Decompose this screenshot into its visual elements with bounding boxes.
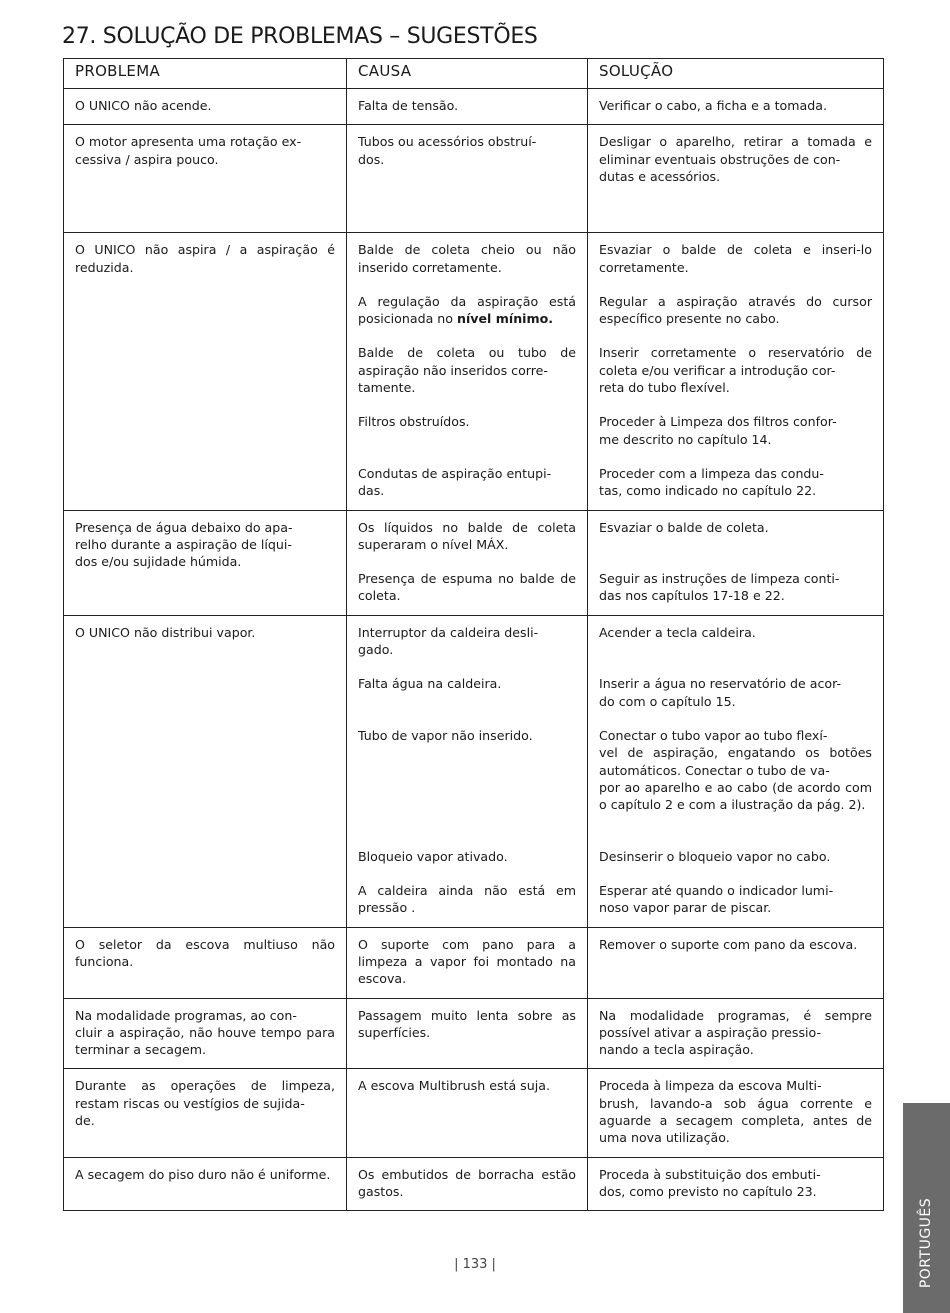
- problem-cell: [64, 125, 347, 233]
- problem-cell: [64, 233, 347, 510]
- solution-cell: [588, 125, 884, 233]
- page-number: | 133 |: [454, 1257, 496, 1272]
- cause-highlight: nível mínimo.: [457, 311, 554, 327]
- cause-cell: [347, 1069, 588, 1157]
- cause-text: Filtros obstruídos.: [358, 414, 470, 430]
- solution-text: Proceder com a limpeza das condu- tas, como indicado no capítulo 22.: [599, 465, 824, 499]
- solution-text: Esperar até quando o indicador lumi- noso vapor parar de piscar.: [599, 883, 834, 916]
- cause-text: Tubos ou acessórios obstruí- dos.: [358, 134, 537, 167]
- table-header-row: [64, 59, 884, 89]
- table-row: [64, 927, 884, 998]
- problem-text: O seletor da escova multiuso não funciona.: [75, 936, 335, 969]
- cause-text: A caldeira ainda não está em pressão .: [358, 883, 576, 916]
- table-row: [64, 1069, 884, 1157]
- solution-text: Desligar o aparelho, retirar a tomada e eliminar eventuais obstruções de con- dutas e acessórios.: [599, 134, 872, 184]
- solution-cell: [588, 615, 884, 927]
- problem-text: O motor apresenta uma rotação ex- cessiva / aspira pouco.: [75, 134, 302, 167]
- cause-text: Interruptor da caldeira desli- gado.: [358, 624, 539, 658]
- cause-text: Passagem muito lenta sobre as superfícies.: [358, 1007, 576, 1040]
- header-causa: CAUSA: [347, 59, 588, 89]
- problem-cell: [64, 615, 347, 927]
- problem-text: Durante as operações de limpeza, restam riscas ou vestígios de sujida- de.: [75, 1078, 335, 1128]
- cause-text: Balde de coleta cheio ou não inserido corretamente.: [358, 242, 576, 275]
- cause-text: Tubo de vapor não inserido.: [358, 727, 533, 743]
- troubleshooting-table: [63, 58, 884, 1211]
- solution-text: Proceda à limpeza da escova Multi- brush, lavando-a sob água corrente e aguarde a secagem completa, antes de uma nova utilização.: [599, 1078, 872, 1146]
- cause-cell: [347, 510, 588, 615]
- problem-text: Presença de água debaixo do apa- relho durante a aspiração de líqui- dos e/ou sujidade húmida.: [75, 519, 293, 570]
- language-tab-label: PORTUGUÊS: [918, 1197, 935, 1289]
- table-row: [64, 998, 884, 1069]
- solution-text: Conectar o tubo vapor ao tubo flexí- vel de aspiração, engatando os botões automáticos. Conectar o tubo de va- por ao aparelho e ao cabo (de acordo com o capítulo 2 e com a ilustração da pág. 2).: [599, 727, 872, 813]
- problem-text: A secagem do piso duro não é uniforme.: [75, 1166, 331, 1182]
- problem-cell: [64, 89, 347, 125]
- cause-text: Os embutidos de borracha estão gastos.: [358, 1166, 576, 1199]
- cause-cell: [347, 89, 588, 125]
- problem-text: O UNICO não acende.: [75, 98, 212, 113]
- problem-cell: [64, 510, 347, 615]
- solution-cell: [588, 510, 884, 615]
- problem-cell: [64, 1157, 347, 1211]
- table-row: [64, 510, 884, 615]
- solution-cell: [588, 89, 884, 125]
- cause-text: Falta água na caldeira.: [358, 676, 502, 692]
- solution-cell: [588, 927, 884, 998]
- header-problema: PROBLEMA: [64, 59, 347, 89]
- problem-cell: [64, 998, 347, 1069]
- table-row: [64, 125, 884, 233]
- cause-text: Os líquidos no balde de coleta superaram o nível MÁX.: [358, 519, 576, 552]
- cause-text: A escova Multibrush está suja.: [358, 1078, 550, 1094]
- language-tab-label-wrap: [903, 1103, 950, 1313]
- solution-text: Seguir as instruções de limpeza conti- das nos capítulos 17-18 e 22.: [599, 571, 840, 604]
- cause-cell: [347, 927, 588, 998]
- solution-cell: [588, 1157, 884, 1211]
- solution-text: Inserir corretamente o reservatório de coleta e/ou verificar a introdução cor- reta do tubo flexível.: [599, 345, 872, 396]
- cause-text: Condutas de aspiração entupi- das.: [358, 465, 552, 499]
- problem-text: O UNICO não aspira / a aspiração é reduzida.: [75, 242, 335, 275]
- table-row: [64, 89, 884, 125]
- cause-text: O suporte com pano para a limpeza a vapor foi montado na escova.: [358, 936, 576, 987]
- solution-text: Verificar o cabo, a ficha e a tomada.: [599, 98, 827, 113]
- problem-text: Na modalidade programas, ao con- cluir a aspiração, não houve tempo para terminar a secagem.: [75, 1007, 335, 1058]
- solution-text: Desinserir o bloqueio vapor no cabo.: [599, 848, 831, 864]
- problem-text: O UNICO não distribui vapor.: [75, 624, 256, 640]
- solution-cell: [588, 998, 884, 1069]
- solution-text: Na modalidade programas, é sempre possível ativar a aspiração pressio- nando a tecla aspiração.: [599, 1007, 872, 1058]
- cause-cell: [347, 233, 588, 510]
- cause-cell: [347, 998, 588, 1069]
- solution-text: Inserir a água no reservatório de acor- do com o capítulo 15.: [599, 676, 842, 709]
- solution-text: Acender a tecla caldeira.: [599, 624, 756, 640]
- solution-text: Esvaziar o balde de coleta.: [599, 519, 769, 535]
- cause-text: Balde de coleta ou tubo de aspiração não inseridos corre- tamente.: [358, 345, 576, 396]
- table-row: [64, 615, 884, 927]
- solution-text: Proceder à Limpeza dos filtros confor- me descrito no capítulo 14.: [599, 414, 837, 447]
- table-row: [64, 233, 884, 510]
- problem-cell: [64, 1069, 347, 1157]
- cause-text: Presença de espuma no balde de coleta.: [358, 571, 576, 604]
- cause-cell: [347, 125, 588, 233]
- solution-cell: [588, 233, 884, 510]
- cause-text: Falta de tensão.: [358, 98, 459, 113]
- page-title: 27. SOLUÇÃO DE PROBLEMAS – SUGESTÕES: [62, 24, 538, 49]
- problem-cell: [64, 927, 347, 998]
- solution-text: Regular a aspiração através do cursor específico presente no cabo.: [599, 293, 872, 327]
- solution-text: Proceda à substituição dos embuti- dos, como previsto no capítulo 23.: [599, 1166, 821, 1199]
- solution-text: Esvaziar o balde de coleta e inseri-lo corretamente.: [599, 242, 872, 275]
- cause-text-part: A regulação da aspiração está posicionada no: [358, 293, 576, 327]
- cause-text: Bloqueio vapor ativado.: [358, 848, 508, 864]
- cause-cell: [347, 615, 588, 927]
- cause-cell: [347, 1157, 588, 1211]
- solution-text: Remover o suporte com pano da escova.: [599, 936, 858, 952]
- table-row: [64, 1157, 884, 1211]
- cause-text: [358, 293, 576, 328]
- solution-cell: [588, 1069, 884, 1157]
- header-solucao: SOLUÇÃO: [588, 59, 884, 89]
